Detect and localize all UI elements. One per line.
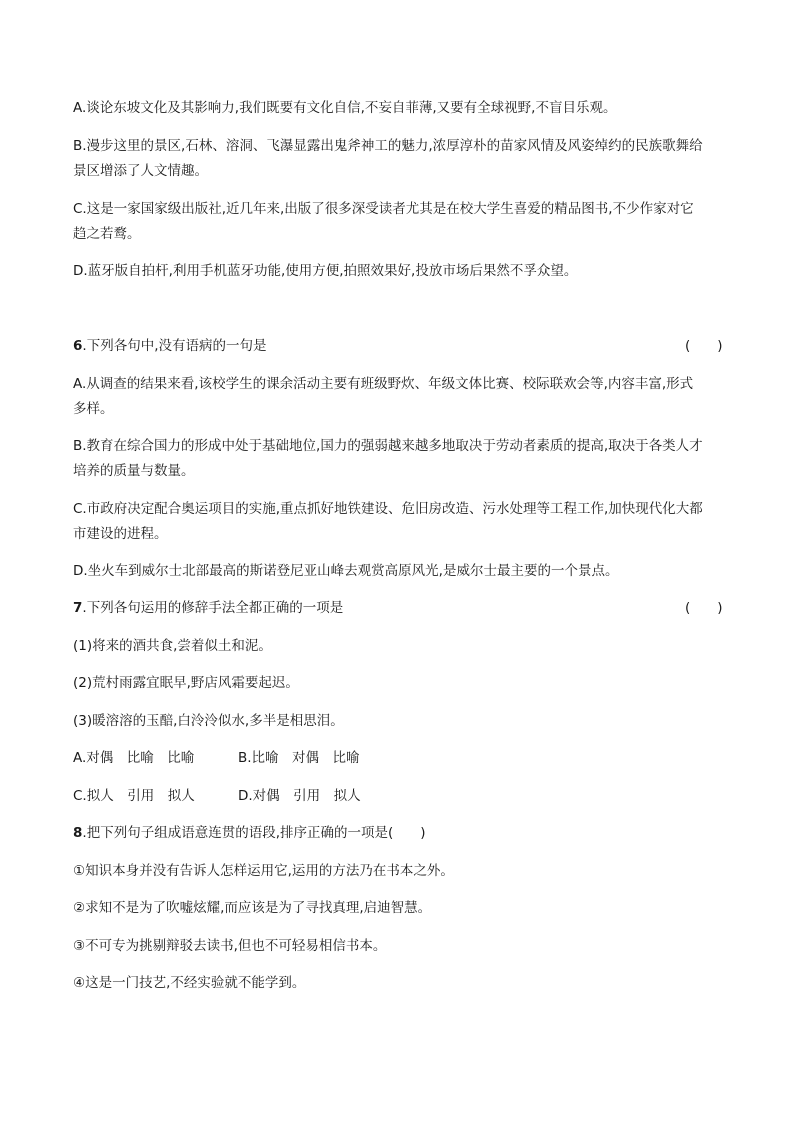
q8-sentence-4: ④这是一门技艺,不经实验就不能学到。 (73, 975, 306, 991)
q6-stem-text: .下列各句中,没有语病的一句是 (82, 338, 267, 354)
q6-option-d: D.坐火车到威尔士北部最高的斯诺登尼亚山峰去观赏高原风光,是威尔士最主要的一个景点。 (73, 563, 619, 579)
q7-option-b: B.比喻 对偶 比喻 (238, 750, 360, 766)
q8-stem-text: .把下列句子组成语意连贯的语段,排序正确的一项是( ) (82, 825, 426, 841)
q8-number: 8 (73, 825, 83, 841)
q8-sentence-2: ②求知不是为了吹嘘炫耀,而应该是为了寻找真理,启迪智慧。 (73, 900, 432, 916)
q6-option-b-line2: 培养的质量与数量。 (73, 463, 195, 479)
q7-answer-bracket: ( ) (685, 600, 723, 616)
q7-sentence-3: (3)暖溶溶的玉醅,白泠泠似水,多半是相思泪。 (73, 713, 344, 729)
q5-option-d: D.蓝牙版自拍杆,利用手机蓝牙功能,使用方便,拍照效果好,投放市场后果然不孚众望。 (73, 263, 578, 279)
q8-stem (73, 824, 723, 842)
q8-sentence-3: ③不可专为挑剔辩驳去读书,但也不可轻易相信书本。 (73, 938, 387, 954)
q6-option-a-line1: A.从调查的结果来看,该校学生的课余活动主要有班级野炊、年级文体比赛、校际联欢会等,内容丰富,形式 (73, 376, 694, 392)
q7-sentence-1: (1)将来的酒共食,尝着似土和泥。 (73, 638, 272, 654)
q6-option-c-line2: 市建设的进程。 (73, 526, 168, 542)
q8-sentence-1: ①知识本身并没有告诉人怎样运用它,运用的方法乃在书本之外。 (73, 863, 454, 879)
q5-option-a: A.谈论东坡文化及其影响力,我们既要有文化自信,不妄自菲薄,又要有全球视野,不盲目乐观。 (73, 100, 617, 116)
q5-option-c-line2: 趋之若鹜。 (73, 226, 141, 242)
q5-option-b-line2: 景区增添了人文情趣。 (73, 163, 208, 179)
q5-option-b-line1: B.漫步这里的景区,石林、溶洞、飞瀑显露出鬼斧神工的魅力,浓厚淳朴的苗家风情及风姿绰约的民族歌舞给 (73, 138, 703, 154)
q6-answer-bracket: ( ) (685, 338, 723, 354)
q6-option-b-line1: B.教育在综合国力的形成中处于基础地位,国力的强弱越来越多地取决于劳动者素质的提高,取决于各类人才 (73, 438, 703, 454)
q7-option-a: A.对偶 比喻 比喻 (73, 750, 195, 766)
q7-stem-text: .下列各句运用的修辞手法全都正确的一项是 (82, 600, 344, 616)
q6-stem (73, 337, 723, 355)
q7-number: 7 (73, 600, 83, 616)
q7-option-d: D.对偶 引用 拟人 (238, 788, 361, 804)
q7-sentence-2: (2)荒村雨露宜眠早,野店风霜要起迟。 (73, 675, 299, 691)
q7-option-c: C.拟人 引用 拟人 (73, 788, 195, 804)
q6-number: 6 (73, 338, 83, 354)
q6-option-c-line1: C.市政府决定配合奥运项目的实施,重点抓好地铁建设、危旧房改造、污水处理等工程工作,加快现代化大都 (73, 501, 703, 517)
q5-option-c-line1: C.这是一家国家级出版社,近几年来,出版了很多深受读者尤其是在校大学生喜爱的精品图书,不少作家对它 (73, 201, 694, 217)
q7-stem (73, 599, 723, 617)
q6-option-a-line2: 多样。 (73, 401, 114, 417)
